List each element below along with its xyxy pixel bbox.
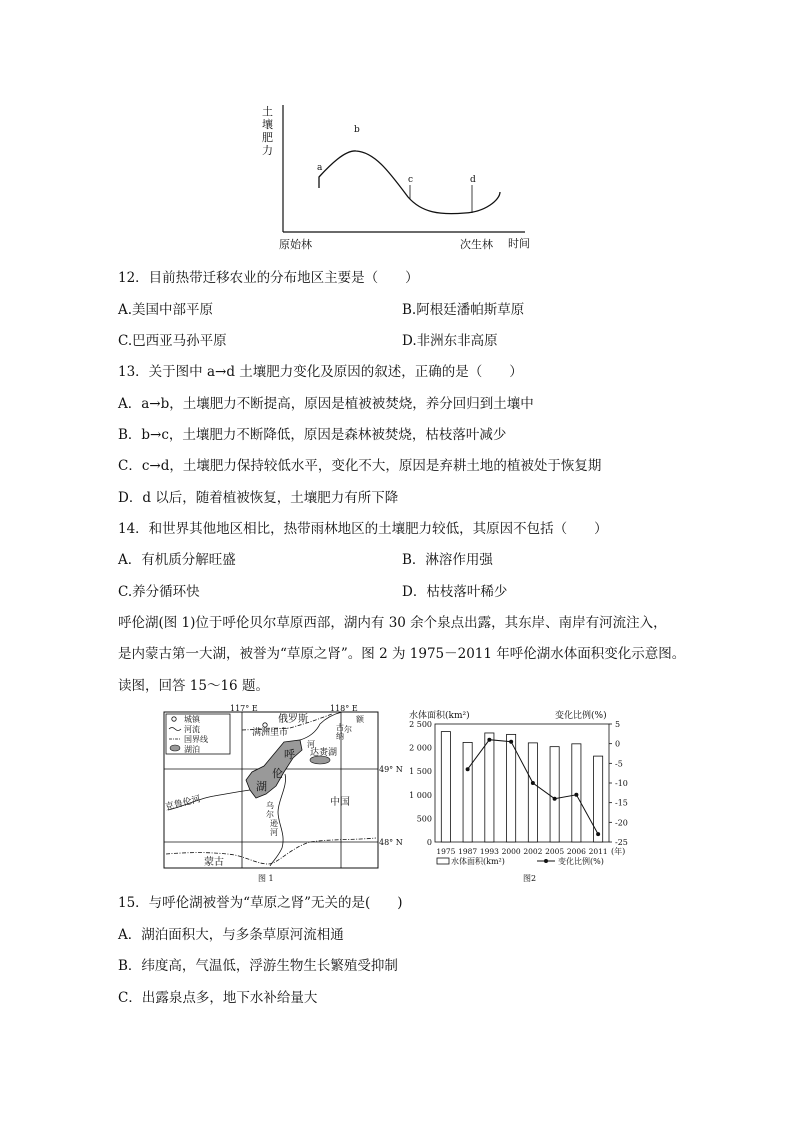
change-ratio-point [509, 740, 513, 744]
legend-town: 城镇 [184, 715, 200, 724]
latitude-label-48: 48° N [379, 838, 403, 847]
manzhouli-label: 满洲里市 [252, 728, 289, 738]
x-axis-title: 时间 [508, 237, 530, 250]
passage-line-2: 是内蒙古第一大湖，被誉为“草原之肾”。图 2 为 1975－2011 年呼伦湖水体面积变化示意图。 [118, 646, 686, 662]
x-tick-label: 1993 [479, 847, 499, 856]
lake-symbol [170, 745, 180, 751]
right-tick-label: -25 [615, 838, 628, 847]
x-tick-label: 2005 [545, 847, 565, 856]
right-tick-label: -20 [615, 818, 628, 828]
question-12-option-b: B.阿根廷潘帕斯草原 [402, 302, 525, 318]
legend-bar-swatch [437, 858, 449, 864]
question-14-option-d: D．枯枝落叶稀少 [402, 584, 508, 600]
change-ratio-point [553, 797, 557, 801]
wuerxun-char: 逊 [270, 819, 278, 828]
figure-2-caption: 图2 [523, 874, 537, 883]
wuerxun-char: 乌 [266, 801, 274, 810]
legend-border: 国界线 [184, 735, 208, 744]
legend-lake: 湖泊 [184, 745, 200, 754]
x-tick-label: 2011 [588, 847, 608, 856]
change-ratio-point [466, 767, 470, 771]
change-ratio-point [574, 793, 578, 797]
right-tick-label: 0 [615, 739, 621, 749]
left-tick-label: 1 000 [409, 790, 432, 800]
dalai-lake-label: 达赉湖 [310, 748, 338, 758]
erguna-char: 尔 [344, 725, 352, 734]
question-14-stem: 14．和世界其他地区相比，热带雨林地区的土壤肥力较低，其原因不包括（ ） [118, 521, 608, 537]
y-axis-char: 壤 [262, 118, 273, 131]
erguna-char: 纳 [336, 732, 344, 741]
lake-char: 呼 [284, 748, 295, 761]
question-12-option-d: D.非洲东非高原 [402, 333, 498, 349]
water-area-bar [528, 743, 537, 842]
question-14-option-b: B．淋溶作用强 [402, 552, 493, 568]
right-tick-label: -5 [615, 759, 623, 769]
lake-char: 湖 [256, 780, 267, 793]
lake-char: 伦 [272, 767, 283, 780]
question-15-option-c: C．出露泉点多，地下水补给量大 [118, 990, 318, 1006]
passage-line-1: 呼伦湖(图 1)位于呼伦贝尔草原西部，湖内有 30 余个泉点出露，其东岸、南岸有河流注入， [118, 615, 667, 631]
left-tick-label: 2 000 [409, 743, 432, 753]
point-b-label: b [354, 125, 360, 135]
china-label: 中国 [330, 797, 350, 808]
russia-label: 俄罗斯 [278, 714, 308, 725]
question-13-option-a: A．a→b，土壤肥力不断提高，原因是植被被焚烧，养分回归到土壤中 [118, 396, 534, 412]
x-label-secondary-forest: 次生林 [460, 238, 493, 251]
change-ratio-point [596, 832, 600, 836]
question-13-stem: 13．关于图中 a→d 土壤肥力变化及原因的叙述，正确的是（ ） [118, 364, 523, 380]
x-label-primary-forest: 原始林 [279, 238, 312, 251]
point-c-label: c [408, 175, 414, 185]
point-a-label: a [317, 163, 323, 173]
right-tick-label: -10 [615, 779, 628, 788]
legend-river: 河流 [184, 725, 200, 734]
right-tick-label: 5 [615, 720, 621, 729]
erguna-char: 古 [336, 723, 344, 732]
latitude-label-49: 49° N [379, 765, 403, 774]
y-axis-char: 肥 [262, 131, 273, 144]
question-15-stem: 15．与呼伦湖被誉为“草原之肾”无关的是( ) [118, 895, 403, 911]
hulun-lake-map [160, 702, 415, 888]
left-tick-label: 500 [416, 814, 432, 824]
question-14-option-c: C.养分循环快 [118, 584, 200, 600]
left-tick-label: 2 500 [409, 720, 432, 729]
question-12-option-c: C.巴西亚马孙平原 [118, 333, 227, 349]
legend-bar-label: 水体面积(km²) [451, 857, 505, 866]
question-13-option-d: D．d 以后，随着植被恢复，土壤肥力有所下降 [118, 490, 399, 506]
x-tick-label: 2000 [501, 847, 521, 856]
change-ratio-point [487, 738, 491, 742]
erguna-char: 额 [356, 715, 364, 724]
soil-fertility-figure [250, 95, 540, 259]
question-13-option-c: C．c→d，土壤肥力保持较低水平，变化不大，原因是弃耕土地的植被处于恢复期 [118, 458, 602, 474]
mongolia-label: 蒙古 [204, 857, 224, 868]
question-13-option-b: B．b→c，土壤肥力不断降低，原因是森林被焚烧，枯枝落叶减少 [118, 427, 507, 443]
water-area-bar [463, 742, 472, 842]
change-ratio-point [531, 781, 535, 785]
figure-1-caption: 图 1 [258, 874, 274, 883]
manzhouli-town [263, 723, 267, 727]
passage-line-3: 读图，回答 15～16 题。 [118, 678, 269, 694]
question-12-stem: 12．目前热带迁移农业的分布地区主要是（ ） [118, 270, 419, 286]
erguna-char: 河 [307, 740, 315, 749]
question-12-option-a: A.美国中部平原 [118, 302, 214, 318]
left-tick-label: 1 500 [409, 767, 432, 777]
water-area-bar [507, 734, 516, 842]
x-tick-label: 1987 [458, 847, 478, 856]
x-tick-label: 2006 [566, 847, 586, 856]
left-axis-title: 水体面积(km²) [409, 711, 470, 721]
right-tick-label: -15 [615, 798, 628, 808]
left-tick-label: 0 [426, 838, 432, 847]
question-14-option-a: A．有机质分解旺盛 [118, 552, 236, 568]
kelulun-label: 克鲁伦河 [164, 794, 202, 813]
longitude-label-117: 117° E [230, 704, 258, 713]
x-tick-label: 2002 [523, 847, 543, 856]
y-axis-char: 土 [262, 105, 273, 118]
question-15-option-b: B．纬度高，气温低，浮游生物生长繁殖受抑制 [118, 958, 398, 974]
right-axis-title: 变化比例(%) [555, 711, 607, 721]
water-area-bar [441, 732, 450, 842]
y-axis-char: 力 [262, 144, 273, 157]
water-area-bar [485, 733, 494, 842]
question-15-option-a: A．湖泊面积大，与多条草原河流相通 [118, 927, 344, 943]
legend-line-label: 变化比例(%) [558, 857, 604, 866]
longitude-label-118: 118° E [330, 704, 358, 713]
wuerxun-char: 河 [270, 828, 278, 837]
point-d-label: d [470, 175, 476, 185]
water-area-chart [405, 702, 640, 888]
wuerxun-char: 尔 [266, 810, 274, 819]
water-area-bar [550, 747, 559, 842]
x-axis-unit: (年) [611, 847, 626, 856]
plot-frame [435, 724, 609, 842]
x-tick-label: 1975 [436, 847, 456, 856]
